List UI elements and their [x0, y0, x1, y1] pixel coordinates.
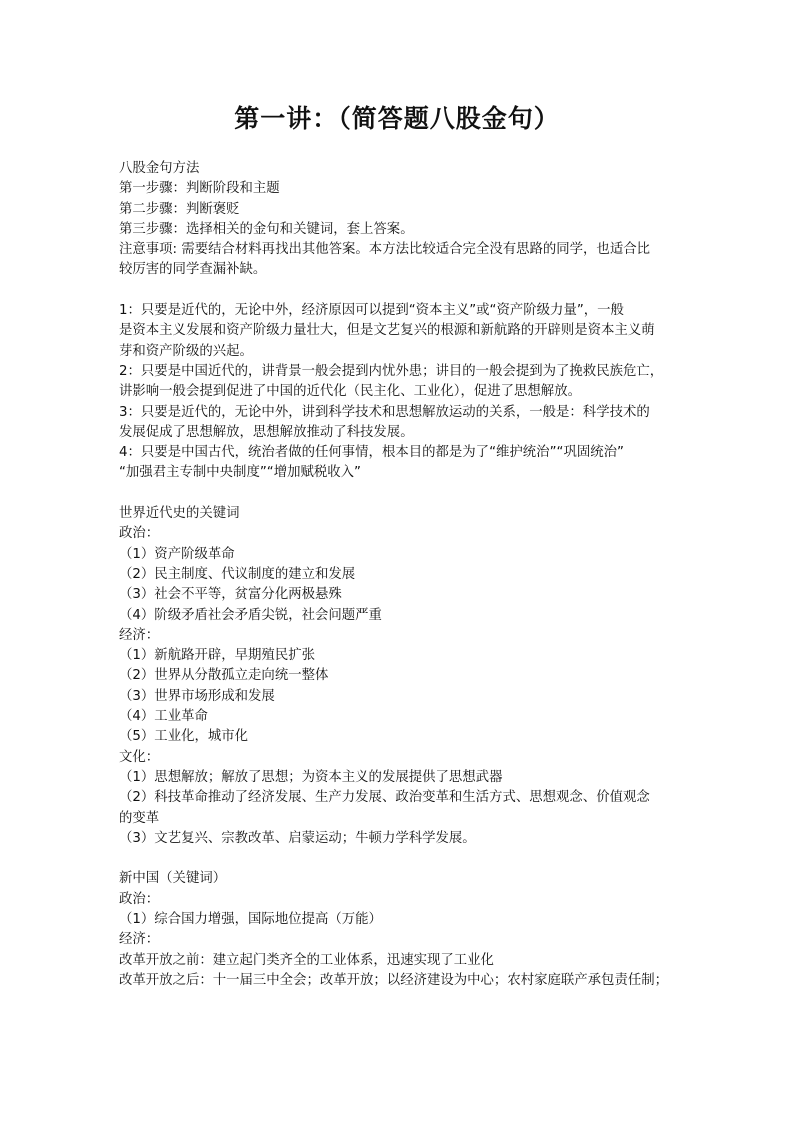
text-line: 讲影响一般会提到促进了中国的近代化（民主化、工业化），促进了思想解放。 — [119, 384, 581, 400]
blank-line — [119, 281, 685, 301]
text-line: 注意事项: 需要结合材料再找出其他答案。本方法比较适合完全没有思路的同学，也适合比 — [119, 242, 650, 258]
text-line: 的变革 — [119, 810, 160, 826]
text-line: （1）综合国力增强，国际地位提高（万能） — [119, 911, 382, 927]
text-line: 是资本主义发展和资产阶级力量壮大，但是文艺复兴的根源和新航路的开辟则是资本主义萌 — [119, 323, 655, 339]
text-line: （1）思想解放；解放了思想；为资本主义的发展提供了思想武器 — [119, 769, 503, 785]
text-line: 政治： — [119, 526, 160, 542]
text-line: 2：只要是中国近代的，讲背景一般会提到内忧外患；讲目的一般会提到为了挽救民族危亡， — [119, 363, 664, 379]
text-line: 第一步骤：判断阶段和主题 — [119, 181, 280, 197]
text-line: 第三步骤：选择相关的金句和关键词，套上答案。 — [119, 221, 414, 237]
text-line: 改革开放之后：十一届三中全会；改革开放；以经济建设为中心；农村家庭联产承包责任制； — [119, 972, 669, 988]
text-line: （1）新航路开辟，早期殖民扩张 — [119, 648, 315, 664]
text-line: （5）工业化，城市化 — [119, 729, 249, 745]
text-line: 4：只要是中国古代，统治者做的任何事情，根本目的都是为了“维护统治”“巩固统治” — [119, 445, 624, 461]
text-line: （2）世界从分散孤立走向统一整体 — [119, 668, 329, 684]
text-line: 经济： — [119, 627, 160, 643]
document-body — [119, 159, 685, 991]
text-line: （3）文艺复兴、宗教改革、启蒙运动；牛顿力学科学发展。 — [119, 830, 476, 846]
text-line: 世界近代史的关键词 — [119, 506, 240, 522]
text-line: 政治： — [119, 891, 160, 907]
text-line: “加强君主专制中央制度”“增加赋税收入” — [119, 465, 361, 481]
text-line: （3）社会不平等，贫富分化两极悬殊 — [119, 587, 342, 603]
text-line: 文化： — [119, 749, 160, 765]
text-line: 发展促成了思想解放，思想解放推动了科技发展。 — [119, 424, 414, 440]
text-line: 新中国（关键词） — [119, 871, 227, 887]
text-line: 芽和资产阶级的兴起。 — [119, 343, 253, 359]
text-line: 第二步骤：判断褒贬 — [119, 201, 240, 217]
text-line: 经济： — [119, 932, 160, 948]
text-line: 改革开放之前：建立起门类齐全的工业体系，迅速实现了工业化 — [119, 952, 494, 968]
text-line: （2）科技革命推动了经济发展、生产力发展、政治变革和生活方式、思想观念、价值观念 — [119, 790, 650, 806]
text-line: （2）民主制度、代议制度的建立和发展 — [119, 566, 356, 582]
blank-line — [119, 484, 685, 504]
text-line: （1）资产阶级革命 — [119, 546, 235, 562]
text-line: （4）阶级矛盾社会矛盾尖锐，社会问题严重 — [119, 607, 382, 623]
text-line: 八股金句方法 — [119, 161, 200, 176]
text-line: （3）世界市场形成和发展 — [119, 688, 275, 704]
page-title: 第一讲：（简答题八股金句） — [234, 104, 560, 133]
text-line: （4）工业革命 — [119, 709, 208, 725]
text-line: 1：只要是近代的，无论中外，经济原因可以提到“资本主义”或“资产阶级力量”，一般 — [119, 303, 624, 319]
blank-line — [119, 849, 685, 869]
text-line: 3：只要是近代的，无论中外，讲到科学技术和思想解放运动的关系，一般是：科学技术的 — [119, 404, 650, 420]
text-line: 较厉害的同学查漏补缺。 — [119, 262, 267, 278]
